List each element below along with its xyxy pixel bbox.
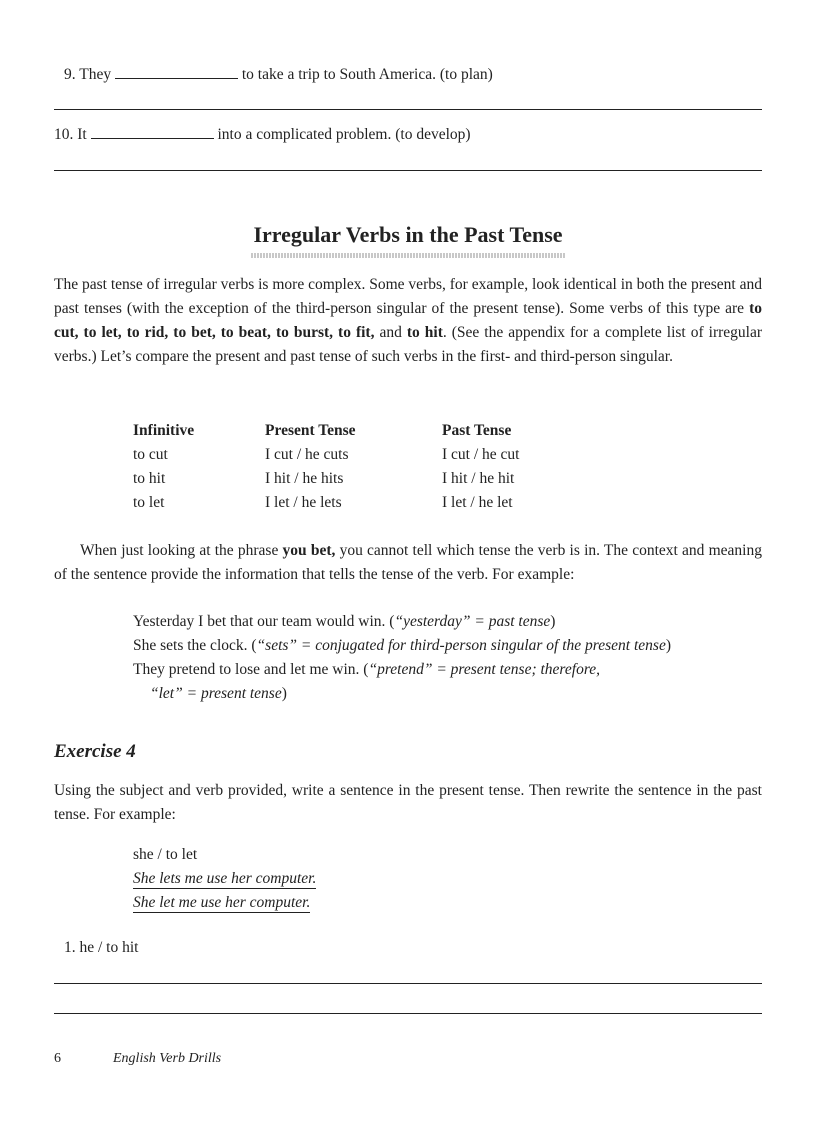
example-text: She sets the clock. ( [133,637,257,654]
example-sentence-continued [150,682,287,706]
verb-bold: to cut, [54,300,762,341]
cell-present: I let / he lets [265,494,342,511]
example-answer-past [133,891,310,915]
item-text: to take a trip to South America. (to plan) [241,66,493,83]
context-paragraph [54,539,762,587]
cell-infinitive: to let [133,494,165,511]
intro-text-1: The past tense of irregular verbs is more complex. Some verbs, for example, look identical in both the present and past tenses (with the exception of the third-person singular of the present tense). Some verbs of this type are [54,276,762,317]
example-note: “let” = present tense [150,685,282,702]
para2-text-2: you cannot tell which tense the verb is in. The context and meaning of the sentence provide the information that tells the tense of the verb. For example: [54,542,762,583]
answer-blank[interactable] [115,66,238,79]
page-number: 6 [54,1051,61,1066]
example-note: “pretend” = present tense; therefore, [368,661,601,678]
verb-bold: to beat, [220,324,271,341]
answer-line[interactable] [54,983,762,984]
cell-past: I cut / he cut [442,446,520,463]
intro-paragraph [54,273,762,369]
cell-past: I let / he let [442,494,513,511]
intro-and: and [379,324,402,341]
cell-infinitive: to hit [133,470,166,487]
para2-text-1: When just looking at the phrase [80,542,283,559]
verb-bold: to hit [406,324,443,341]
exercise-item-9 [64,64,493,86]
header-present: Present Tense [265,422,356,439]
example-close: ) [550,613,556,630]
verb-bold: to rid, [126,324,169,341]
cell-present: I cut / he cuts [265,446,349,463]
item-subject: They [79,66,112,83]
verb-bold: to let, [83,324,122,341]
cell-past: I hit / he hit [442,470,515,487]
example-note: “sets” = conjugated for third-person singular of the present tense [256,637,666,654]
item-subject: It [77,126,87,143]
header-infinitive: Infinitive [133,422,195,439]
example-text: They pretend to lose and let me win. ( [133,661,369,678]
example-close: ) [281,685,287,702]
answer-blank[interactable] [91,126,214,139]
item-number: 9. [64,66,76,83]
example-close: ) [665,637,672,654]
example-answer-present [133,867,316,891]
example-note: “yesterday” = past tense [394,613,551,630]
cell-present: I hit / he hits [265,470,344,487]
example-prompt: she / to let [133,846,198,863]
example-sentence [133,634,671,658]
book-title [113,1051,221,1067]
verb-bold: to bet, [173,324,216,341]
exercise-item-1 [64,936,138,960]
example-sentence [133,610,555,634]
section-title: Irregular Verbs in the Past Tense [253,222,563,247]
intro-text-2: . (See the appendix for a complete list of irregular verbs.) Let’s compare the present and past tense of such verbs in the first- and third-person singular. [54,324,763,365]
answer-line[interactable] [54,109,762,110]
item-number: 1. [64,939,76,956]
verb-bold: to fit, [338,324,375,341]
exercise-title: Exercise 4 [54,741,136,762]
answer-line[interactable] [54,1013,762,1014]
item-text: into a complicated problem. (to develop) [217,126,471,143]
example-sentence [133,658,600,682]
exercise-item-10 [54,124,471,146]
example-text: Yesterday I bet that our team would win. ( [133,613,395,630]
phrase-bold: you bet, [282,542,336,559]
example-past-text: She let me use her computer. [133,894,311,911]
book-title-text: English Verb Drills [113,1051,222,1066]
title-underline [251,253,565,258]
exercise-instructions: Using the subject and verb provided, write a sentence in the present tense. Then rewrite the sentence in the past tense. For example: [54,782,762,823]
verb-bold: to burst, [275,324,334,341]
item-number: 10. [54,126,74,143]
answer-line[interactable] [54,170,762,171]
cell-infinitive: to cut [133,446,168,463]
header-past: Past Tense [442,422,512,439]
example-present-text: She lets me use her computer. [133,870,317,887]
item-prompt: he / to hit [79,939,139,956]
